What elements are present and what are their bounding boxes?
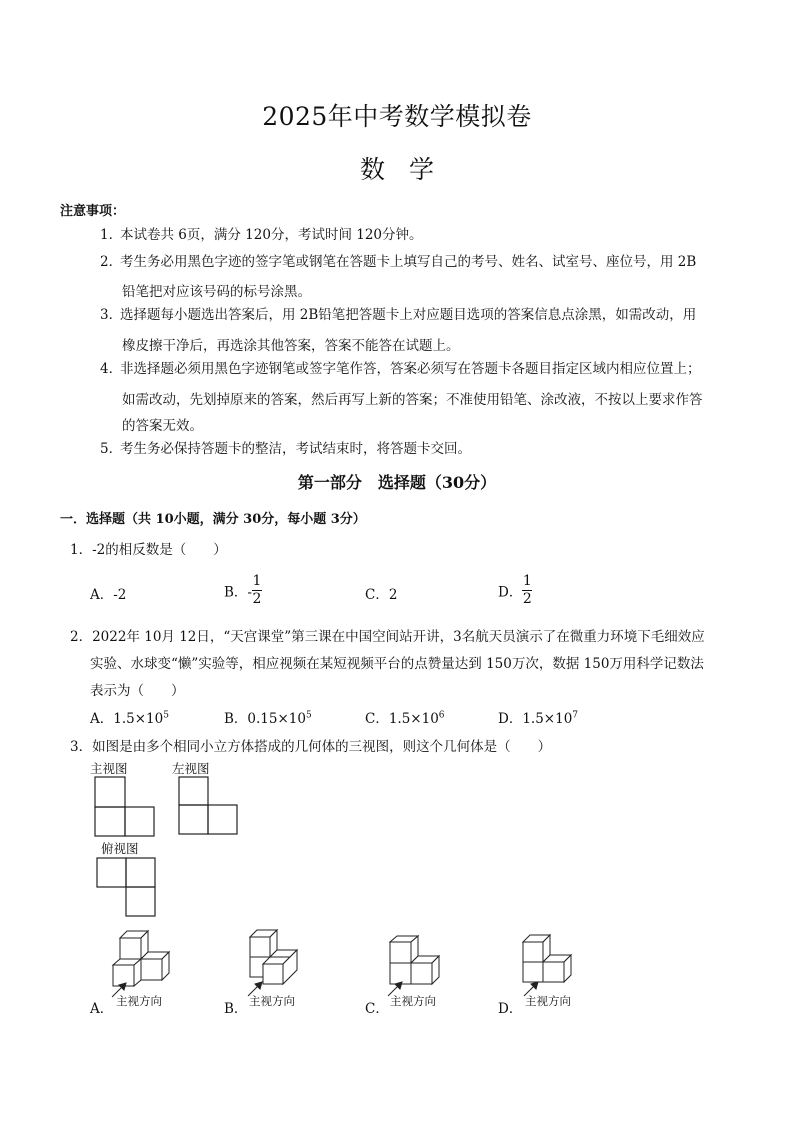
fraction-numerator: 1 (252, 573, 262, 589)
question-1-stem: 1．-2的相反数是（ ） (70, 542, 227, 558)
front-view-grid (95, 777, 154, 836)
notice-item-number: 3． (100, 307, 123, 323)
notice-item-line: 本试卷共 6页，满分 120分，考试时间 120分钟。 (120, 227, 423, 243)
top-view-grid (97, 858, 155, 916)
q1-option-b-prefix: B．- (224, 584, 252, 601)
notice-heading: 注意事项： (60, 204, 126, 219)
notice-item-line: 选择题每小题选出答案后，用 2B铅笔把答题卡上对应题目选项的答案信息点涂黑，如需改动，用 (120, 307, 697, 323)
question-2-line: 表示为（ ） (90, 683, 185, 699)
q2-option-b-base: B．0.15×10 (224, 711, 306, 727)
subject-title: 数学 (359, 155, 458, 184)
q1-option-c: C．2 (365, 587, 398, 603)
q2-option-c-exponent: 6 (438, 710, 445, 721)
section-heading: 一．选择题（共 10小题，满分 30分，每小题 3分） (60, 512, 366, 527)
fraction-denominator: 2 (522, 591, 532, 607)
question-2-line: 实验、水球变“懒”实验等，相应视频在某短视频平台的点赞量达到 150万次，数据 150万用科学记数法 (90, 656, 704, 672)
question-3-stem: 3．如图是由多个相同小立方体搭成的几何体的三视图，则这个几何体是（ ） (70, 739, 552, 755)
part-title: 第一部分 选择题（30分） (297, 473, 497, 492)
q2-option-d-base: D．1.5×10 (498, 711, 573, 727)
notice-item-line: 铅笔把对应该号码的标号涂黑。 (122, 284, 311, 300)
option-d-direction-label: 主视方向 (525, 994, 571, 1008)
q3-option-b: B． (224, 1001, 248, 1017)
option-c-direction-label: 主视方向 (390, 994, 436, 1008)
q3-option-d: D． (498, 1001, 523, 1017)
q2-option-d-exponent: 7 (572, 710, 579, 721)
notice-item-line: 橡皮擦干净后，再选涂其他答案，答案不能答在试题上。 (122, 338, 460, 354)
fraction-numerator: 1 (522, 573, 532, 589)
notice-item-number: 1． (100, 227, 123, 243)
notice-item-line: 考生务必用黑色字迹的签字笔或钢笔在答题卡上填写自己的考号、姓名、试室号、座位号，用 2B (120, 254, 697, 270)
notice-item-number: 2． (100, 254, 123, 270)
option-a-solid (113, 931, 169, 986)
notice-item-line: 的答案无效。 (122, 418, 203, 434)
fraction-denominator: 2 (252, 591, 262, 607)
q3-option-a: A． (90, 1001, 114, 1017)
notice-item-line: 如需改动，先划掉原来的答案，然后再写上新的答案；不准使用铅笔、涂改液，不按以上要求作答 (122, 392, 703, 408)
q1-option-a: A．-2 (90, 587, 127, 603)
notice-item-number: 5． (100, 441, 123, 457)
top-view-label: 俯视图 (101, 841, 139, 856)
left-view-label: 左视图 (172, 761, 210, 776)
exam-title: 2025年中考数学模拟卷 (262, 102, 532, 131)
option-d-solid (523, 935, 571, 982)
notice-item-line: 考生务必保持答题卡的整洁，考试结束时，将答题卡交回。 (120, 441, 471, 457)
option-c-solid (390, 936, 439, 984)
option-b-direction-label: 主视方向 (249, 994, 295, 1008)
q2-option-c-base: C．1.5×10 (365, 711, 439, 727)
notice-item-number: 4． (100, 361, 123, 377)
left-view-grid (179, 777, 237, 834)
option-b-solid (250, 930, 297, 984)
question-2-line: 2．2022年 10月 12日，“天宫课堂”第三课在中国空间站开讲，3名航天员演示了在微重力环境下毛细效应 (70, 629, 705, 645)
front-view-label: 主视图 (90, 761, 128, 776)
q2-option-a-exponent: 5 (163, 710, 169, 721)
q3-option-c: C． (365, 1001, 389, 1017)
notice-item-line: 非选择题必须用黑色字迹钢笔或签字笔作答，答案必须写在答题卡各题目指定区域内相应位置上； (120, 361, 701, 377)
q2-option-a-base: A．1.5×10 (90, 711, 164, 727)
q2-option-b-exponent: 5 (305, 710, 312, 721)
q1-option-d-prefix: D． (498, 584, 523, 601)
option-a-direction-label: 主视方向 (116, 994, 162, 1008)
